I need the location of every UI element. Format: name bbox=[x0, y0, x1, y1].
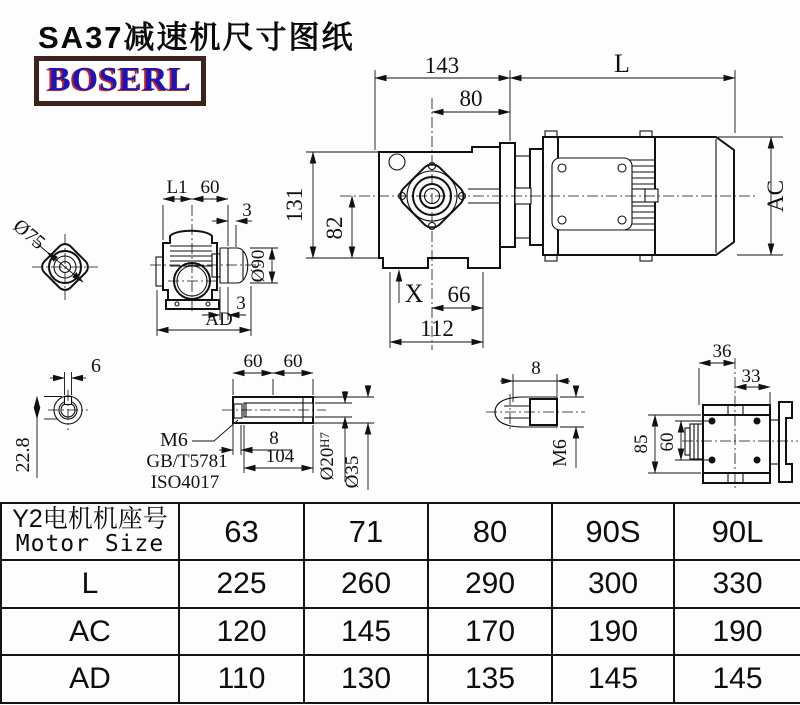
dim-label-6: 6 bbox=[91, 355, 101, 377]
adapter-flange-plate bbox=[500, 143, 515, 247]
dim-label-85: 85 bbox=[631, 434, 652, 454]
section-dimensions bbox=[12, 355, 101, 478]
dim-label-33: 33 bbox=[741, 366, 761, 387]
dim-label-104: 104 bbox=[265, 446, 295, 467]
main-dimensions bbox=[282, 49, 788, 348]
dim-label-d75: Ø75 bbox=[8, 214, 50, 254]
dim-label-L1: L1 bbox=[166, 177, 188, 198]
flange-face-view bbox=[9, 215, 98, 300]
dim-label-60-side: 60 bbox=[200, 177, 220, 198]
retaining-bolt bbox=[234, 404, 242, 418]
note-iso-standard: ISO4017 bbox=[150, 472, 220, 493]
top-bolt bbox=[709, 457, 716, 464]
dim-label-80: 80 bbox=[459, 86, 483, 111]
dim-label-131: 131 bbox=[282, 187, 307, 223]
dim-label-8-key: 8 bbox=[531, 358, 541, 379]
value-cell: 120 bbox=[179, 608, 304, 655]
table-row-AD bbox=[1, 655, 800, 703]
top-plate-upper bbox=[703, 405, 770, 415]
top-view-dimensions bbox=[631, 341, 770, 473]
value-cell: 145 bbox=[304, 608, 428, 655]
value-cell: 135 bbox=[428, 655, 552, 703]
value-cell: 330 bbox=[674, 560, 800, 608]
key-end-view bbox=[486, 358, 585, 468]
dim-label-d20-tol: H7 bbox=[317, 432, 332, 448]
gearbox-top-view bbox=[631, 341, 798, 490]
col-header-90L: 90L bbox=[674, 503, 800, 560]
page-title: SA37减速机尺寸图纸 bbox=[38, 20, 355, 55]
dim-label-22-8: 22.8 bbox=[12, 437, 34, 473]
top-connector bbox=[770, 420, 779, 464]
dim-label-AD: AD bbox=[205, 309, 233, 330]
value-cell: 190 bbox=[674, 608, 800, 655]
value-cell: 190 bbox=[552, 608, 674, 655]
table-row-L bbox=[1, 560, 800, 608]
dim-label-m6-key: M6 bbox=[549, 439, 571, 467]
dimension-table bbox=[0, 502, 800, 704]
dim-label-66: 66 bbox=[447, 282, 471, 307]
table-header-row bbox=[1, 503, 800, 560]
dim-label-X: X bbox=[404, 279, 424, 308]
top-flange bbox=[779, 402, 792, 482]
side-left-flange bbox=[156, 257, 163, 286]
col-header-71: 71 bbox=[304, 503, 428, 560]
value-cell: 145 bbox=[552, 655, 674, 703]
top-bolt bbox=[754, 457, 761, 464]
dim-label-d90: Ø90 bbox=[248, 249, 269, 283]
dim-label-60-top: 60 bbox=[657, 432, 678, 452]
row-label-AC: AC bbox=[1, 608, 179, 655]
input-boss bbox=[220, 248, 248, 283]
value-cell: 300 bbox=[552, 560, 674, 608]
dim-label-36: 36 bbox=[712, 341, 732, 362]
key-end-dimensions bbox=[500, 358, 584, 468]
motor-size-label-cn: Y2电机机座号 bbox=[12, 505, 168, 534]
row-label-L: L bbox=[1, 560, 179, 608]
dim-label-d35: Ø35 bbox=[342, 455, 363, 489]
col-header-63: 63 bbox=[179, 503, 304, 560]
gearbox-side-view bbox=[150, 177, 278, 336]
dim-label-AC: AC bbox=[763, 180, 788, 212]
value-cell: 260 bbox=[304, 560, 428, 608]
dim-label-8-shaft: 8 bbox=[269, 428, 279, 449]
shaft-keyway-section-view bbox=[12, 355, 101, 478]
dim-label-d20: Ø20 bbox=[317, 447, 338, 481]
value-cell: 110 bbox=[179, 655, 304, 703]
dim-label-112: 112 bbox=[420, 316, 454, 341]
dim-label-3-top: 3 bbox=[242, 200, 252, 221]
dim-label-3-bottom: 3 bbox=[236, 293, 246, 314]
brand-logo-text: BOSERL bbox=[48, 61, 192, 98]
col-header-80: 80 bbox=[428, 503, 552, 560]
row-label-AD: AD bbox=[1, 655, 179, 703]
top-bolt bbox=[709, 418, 716, 425]
value-cell: 145 bbox=[674, 655, 800, 703]
dim-label-L: L bbox=[614, 49, 630, 78]
dim-label-143: 143 bbox=[424, 53, 460, 78]
top-plate-lower bbox=[703, 473, 770, 483]
note-gb-standard: GB/T5781 bbox=[146, 451, 228, 472]
dim-label-60-b: 60 bbox=[283, 351, 303, 372]
hollow-shaft-view bbox=[146, 351, 374, 493]
motor-flange bbox=[530, 149, 543, 245]
main-assembly-view bbox=[282, 49, 788, 350]
note-thread-m6: M6 bbox=[160, 429, 188, 451]
value-cell: 130 bbox=[304, 655, 428, 703]
housing-corner-bolt bbox=[389, 154, 405, 170]
dim-label-82: 82 bbox=[322, 216, 347, 240]
header-motor-size bbox=[1, 503, 179, 560]
stator-block bbox=[552, 158, 632, 230]
dim-label-60-a: 60 bbox=[243, 351, 263, 372]
shaft-end-cap bbox=[690, 424, 703, 459]
motor-size-label-en: Motor Size bbox=[15, 530, 165, 557]
table-row-AC bbox=[1, 608, 800, 655]
value-cell: 290 bbox=[428, 560, 552, 608]
gearbox-housing-outline bbox=[379, 147, 500, 268]
side-base-plate bbox=[166, 300, 219, 309]
col-header-90S: 90S bbox=[552, 503, 674, 560]
top-bolt bbox=[754, 418, 761, 425]
value-cell: 170 bbox=[428, 608, 552, 655]
value-cell: 225 bbox=[179, 560, 304, 608]
